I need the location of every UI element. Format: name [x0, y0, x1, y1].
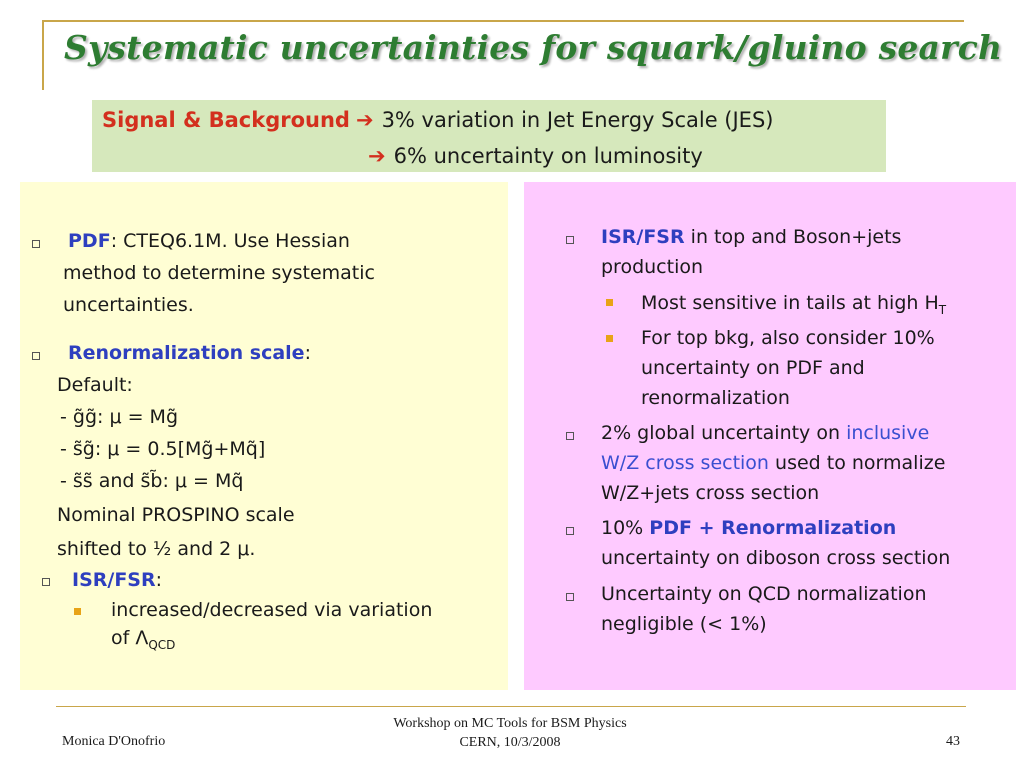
square-bullet-icon [32, 352, 40, 360]
square-bullet-icon [32, 240, 40, 248]
footer-event-line-1: Workshop on MC Tools for BSM Physics [393, 716, 627, 731]
square-bullet-icon [566, 236, 574, 244]
isr-fsr-right-text-1: in top and Boson+jets [684, 226, 902, 248]
right-arrow-icon: ➔ [368, 144, 386, 168]
shifted-text: shifted to ½ and 2 μ. [57, 538, 256, 560]
luminosity-text: 6% uncertainty on luminosity [393, 144, 703, 168]
wz-line-2 [601, 448, 945, 478]
footer-page-number: 43 [946, 734, 960, 749]
qcd-line-2: negligible (< 1%) [601, 613, 767, 635]
square-bullet-icon [566, 593, 574, 601]
qcd-subscript: QCD [148, 637, 176, 652]
pdf-item [68, 225, 350, 257]
pdf-label: PDF [68, 230, 111, 252]
sensitive-tails-item [641, 288, 946, 325]
sensitive-tails-text: Most sensitive in tails at high H [641, 292, 939, 314]
right-panel [524, 182, 1016, 690]
isr-fsr-right-text-2: production [601, 256, 704, 278]
gg-scale-line: - g̃g̃: μ = Mg̃ [60, 406, 178, 428]
wz-line-1 [601, 418, 929, 448]
isr-fsr-right-label: ISR/FSR [601, 226, 685, 248]
isr-sub-line-1: increased/decreased via variation [111, 599, 433, 621]
qcd-line-1: Uncertainty on QCD normalization [601, 583, 927, 605]
orange-square-bullet-icon [606, 335, 613, 342]
footer-event [340, 714, 680, 752]
footer-author: Monica D'Onofrio [62, 734, 166, 749]
top-bkg-line-1: For top bkg, also consider 10% [641, 327, 935, 349]
pdf-text-3: uncertainties. [63, 294, 194, 316]
isr-fsr-label: ISR/FSR [72, 569, 156, 591]
isr-fsr-colon: : [155, 569, 163, 591]
wz-text-2: used to normalize [768, 452, 946, 474]
orange-square-bullet-icon [606, 299, 613, 306]
wz-text-1: 2% global uncertainty on [601, 422, 847, 444]
title-frame-left-line [42, 20, 44, 90]
renorm-label: Renormalization scale [68, 342, 305, 364]
green-box-line-2 [362, 144, 703, 168]
footer-event-line-2: CERN, 10/3/2008 [459, 735, 561, 750]
square-bullet-icon [42, 578, 50, 586]
top-bkg-line-3: renormalization [641, 387, 790, 409]
right-arrow-icon: ➔ [355, 108, 374, 132]
isr-fsr-item [72, 564, 162, 596]
nominal-text: Nominal PROSPINO scale [57, 504, 295, 526]
sg-scale-line: - s̃g̃: μ = 0.5[Mg̃+Mq̃] [60, 438, 266, 460]
footer-divider [56, 706, 966, 707]
pdf-renorm-prefix: 10% [601, 517, 650, 539]
slide-title: Systematic uncertainties for squark/gluino search [64, 28, 1003, 67]
green-box-line-1 [102, 108, 773, 132]
pdf-renorm-label: PDF + Renormalization [649, 517, 897, 539]
pdf-text-2: method to determine systematic [63, 262, 375, 284]
default-text: Default: [57, 374, 133, 396]
isr-sub-line-2 [111, 624, 175, 659]
orange-square-bullet-icon [74, 608, 81, 615]
square-bullet-icon [566, 432, 574, 440]
renorm-colon: : [304, 342, 311, 364]
left-panel [20, 182, 508, 690]
wz-link-1: inclusive [846, 422, 930, 444]
ht-subscript: T [938, 302, 947, 317]
pdf-renorm-line-1 [601, 513, 896, 543]
ss-sb-scale-line: - s̃s̃ and s̃b̃: μ = Mq̃ [60, 470, 244, 492]
pdf-text-1: : CTEQ6.1M. Use Hessian [110, 230, 350, 252]
jes-text: 3% variation in Jet Energy Scale (JES) [381, 108, 774, 132]
wz-text-3: W/Z+jets cross section [601, 482, 820, 504]
pdf-renorm-text: uncertainty on diboson cross section [601, 547, 951, 569]
top-bkg-line-2: uncertainty on PDF and [641, 357, 865, 379]
wz-link-2: W/Z cross section [601, 452, 769, 474]
signal-background-label: Signal & Background [102, 108, 350, 132]
isr-fsr-right-line-1 [601, 222, 901, 252]
signal-background-box [92, 100, 886, 172]
renorm-item [68, 337, 311, 369]
title-frame-top-line [42, 20, 964, 22]
square-bullet-icon [566, 527, 574, 535]
lambda-prefix: of Λ [111, 627, 149, 649]
